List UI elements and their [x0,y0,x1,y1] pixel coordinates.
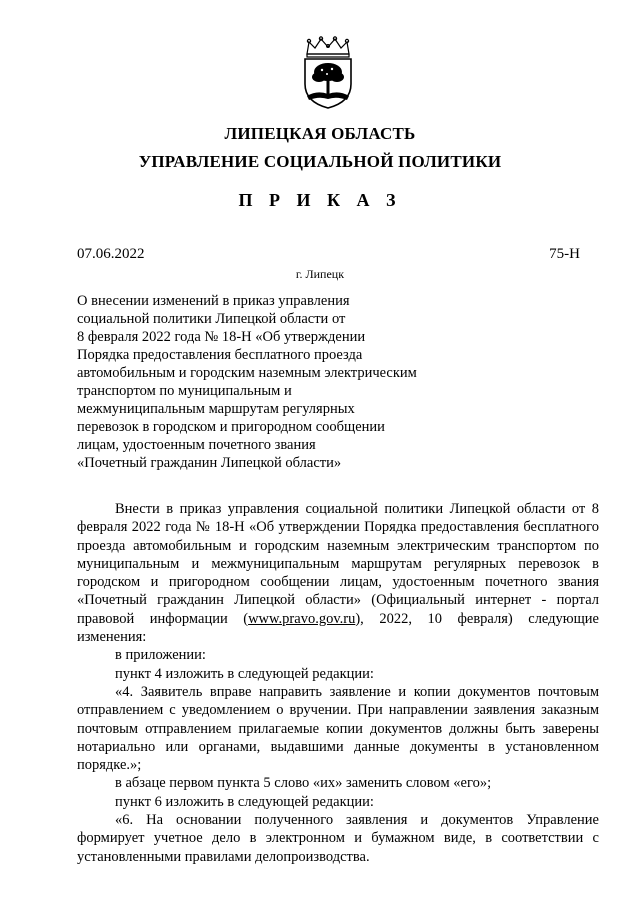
title-line: автомобильным и городским наземным электрическим [77,365,417,381]
title-line: лицам, удостоенным почетного звания [77,437,316,453]
title-line: Порядка предоставления бесплатного проезда [77,347,363,363]
document-city: г. Липецк [295,267,345,281]
title-line: транспортом по муниципальным и [77,383,292,399]
body-paragraph: пункт 6 изложить в следующей редакции: [115,793,374,810]
body-paragraph: пункт 4 изложить в следующей редакции: [115,665,374,682]
body-text: Внести в приказ управления социальной политики Липецкой области от 8 февраля 2022 года № 18-Н «Об утверждении Порядка предоставления бесплатного проезда автомобильным и городским наземным электрическим транспортом по муниципальным и межмуниципальным маршрутам регулярных перевозок в городском и пригородном сообщении лицам, удостоенным почетного звания «Почетный гражданин Липецкой области» (Официальный интернет - портал правовой информации ( [77,501,599,627]
body-text: ), 2022, 10 февраля) следующие изменения: [77,610,599,646]
title-line: межмуниципальным маршрутам регулярных [77,401,355,417]
title-line: О внесении изменений в приказ управления [77,293,350,309]
title-line: перевозок в городском и пригородном сообщении [77,419,385,435]
document-number: 75-Н [549,246,580,262]
body-paragraph: «4. Заявитель вправе направить заявление и копии документов почтовым отправлением с уведомлением о вручении. При направлении заявления заказным почтовым отправлением прилагаемые копии документов должны быть заверены нотариально или органами, выдавшими данные документы в установленном порядке.»; [77,683,599,774]
document-body [77,500,599,866]
title-line: социальной политики Липецкой области от [77,311,346,327]
document-date: 07.06.2022 [77,246,145,262]
body-paragraph: «6. На основании полученного заявления и документов Управление формирует учетное дело в электронном и бумажном виде, в соответствии с установленными правилами делопроизводства. [77,812,599,865]
pravo-gov-link[interactable]: www.pravo.gov.ru [248,610,356,627]
title-line: «Почетный гражданин Липецкой области» [77,455,342,471]
document-title [77,292,457,472]
document-type: П Р И К А З [238,190,402,210]
department-heading: УПРАВЛЕНИЕ СОЦИАЛЬНОЙ ПОЛИТИКИ [138,152,502,171]
lipetsk-coat-of-arms-icon [297,36,359,110]
region-heading: ЛИПЕЦКАЯ ОБЛАСТЬ [224,124,416,143]
body-paragraph [77,500,599,646]
title-line: 8 февраля 2022 года № 18-Н «Об утверждении [77,329,366,345]
body-paragraph: в абзаце первом пункта 5 слово «их» заменить словом «его»; [115,775,492,792]
body-paragraph: в приложении: [115,647,206,664]
